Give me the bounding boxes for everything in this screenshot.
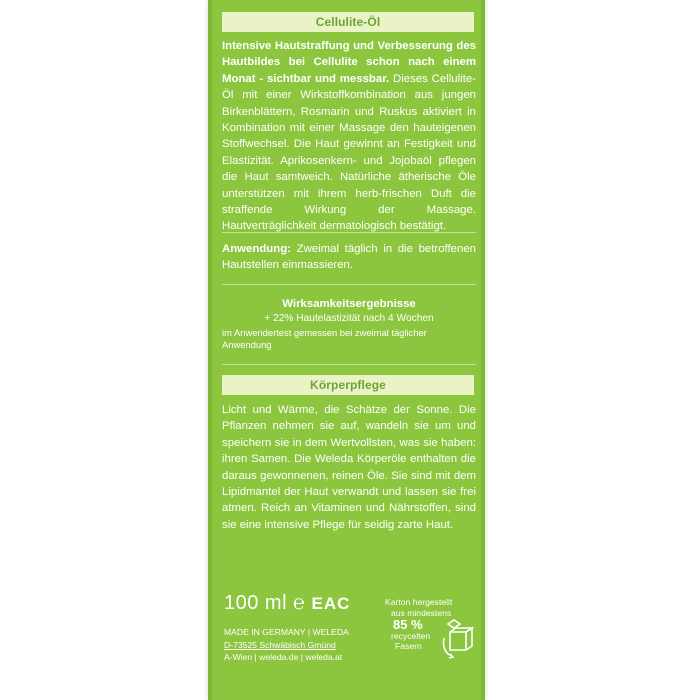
- results-line2: im Anwendertest gemessen bei zweimal täglicher Anwendung: [222, 327, 427, 350]
- volume-label: 100 ml: [224, 592, 288, 614]
- made-line-1: MADE IN GERMANY | WELEDA: [224, 627, 349, 637]
- cellulite-description: [222, 38, 476, 235]
- eac-mark: EAC: [311, 593, 351, 613]
- panel-fold-left: [208, 0, 212, 700]
- karton-line-2: aus mindestens: [391, 607, 452, 618]
- manufacturer-info: [224, 626, 394, 664]
- panel-fold-right: [481, 0, 485, 700]
- divider: [222, 284, 476, 285]
- divider: [222, 364, 476, 365]
- results-title: Wirksamkeitsergebnisse: [282, 298, 416, 310]
- section-title-cellulite: Cellulite-Öl: [222, 12, 474, 32]
- divider: [222, 232, 476, 233]
- results-line1: + 22% Hautelastizität nach 4 Wochen: [264, 313, 434, 324]
- anwendung-text: Zweimal täglich in die betroffenen Hautstellen einmassieren.: [222, 243, 476, 272]
- section-title-koerperpflege: Körperpflege: [222, 375, 474, 395]
- karton-line-1: Karton hergestellt: [385, 597, 453, 607]
- cellulite-lead: Intensive Hautstraffung und Verbesserung des Hautbildes bei Cellulite schon nach einem Monat - sichtbar und messbar.: [222, 40, 476, 85]
- karton-percent: 85 %: [393, 617, 423, 632]
- cellulite-body: Dieses Cellulite-Öl mit einer Wirkstoffkombination aus jungen Birkenblättern, Rosmarin und Ruskus aktiviert in Kombination mit einer Massage den hauteigenen Stoffwechsel. Die Haut gewinnt an Festigkeit und Elastizität. Aprikosenkern- und Jojobaöl pflegen die Haut samtweich. Natürliche ätherische Öle unterstützen mit ihrem herb-frischen Duft die straffende Wirkung der Massage. Hautverträglichkeit dermatologisch bestätigt.: [222, 72, 476, 233]
- volume-row: [224, 592, 350, 615]
- anwendung-block: [222, 241, 476, 274]
- karton-line-3: recycelten: [391, 630, 431, 641]
- estimated-sign-icon: ℮: [293, 592, 306, 614]
- koerperpflege-body: Licht und Wärme, die Schätze der Sonne. Die Pflanzen nehmen sie auf, wandeln sie um und speichern sie in dem Wertvollsten, was sie haben: ihren Samen. Die Weleda Körperöle enthalten die daraus gewonnenen, reinen Öle. Sie sind mit dem Lipidmantel der Haut verwandt und lassen sie frei atmen. Reich an Vitaminen und Nährstoffen, sind sie eine intensive Pflege für seidig zarte Haut.: [222, 404, 476, 531]
- made-line-2: D-73525 Schwäbisch Gmünd: [224, 639, 336, 650]
- karton-line-4: Fasern: [395, 641, 422, 651]
- made-line-3: A-Wien | weleda.de | weleda.at: [224, 652, 343, 663]
- recycled-carton-icon: [440, 614, 476, 660]
- anwendung-label: Anwendung:: [222, 243, 291, 255]
